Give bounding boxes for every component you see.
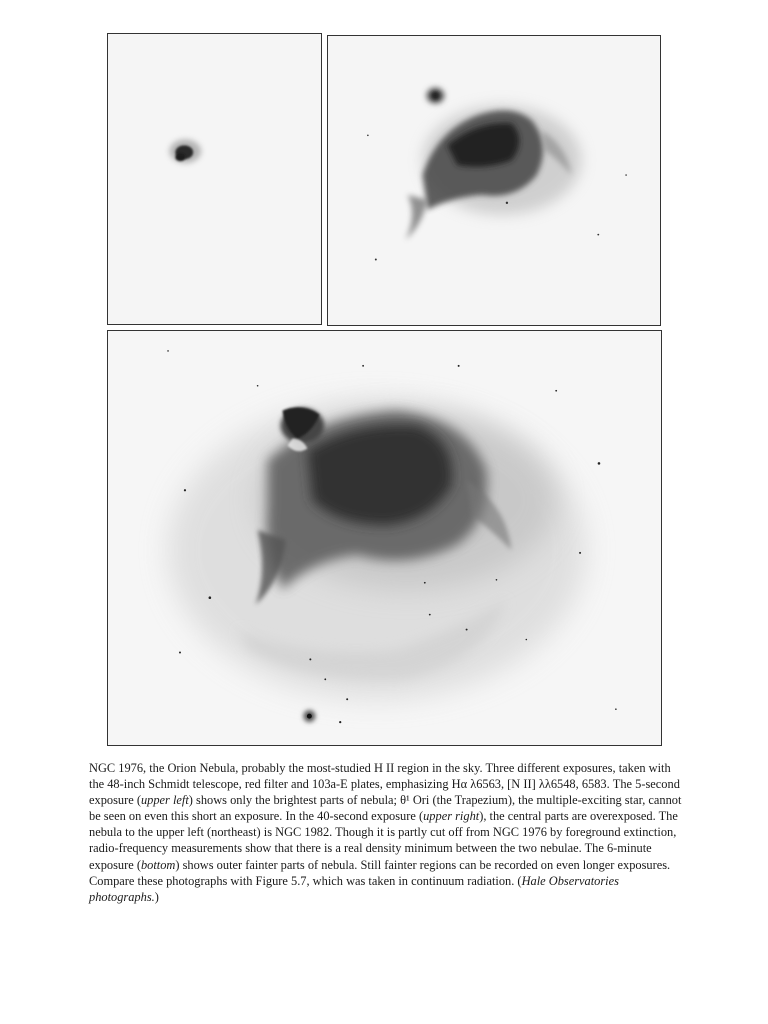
caption-part-4: ) shows outer fainter parts of nebula. Still fainter regions can be recorded on even longer exposures. Compare these photographs with Figure 5.7, which was taken in continuum radiation. ( [89,857,671,888]
ngc-1982-small-nebula [426,88,444,104]
caption-bottom-label: bottom [140,857,176,872]
caption-part-5: ) [154,889,159,904]
ngc-1982-small-nebula [281,407,325,443]
caption-credit: Hale Observatories photographs. [89,873,619,904]
nebula-core-bright [169,139,201,163]
photo-upper-right-40s-exposure [327,35,661,326]
caption-upper-right-label: upper right [423,809,480,824]
caption-upper-left-label: upper left [140,793,189,808]
photo-upper-left-5s-exposure [107,33,322,325]
nebula-image-40s [328,36,660,325]
figure-caption [89,760,684,905]
photo-bottom-6min-exposure [107,330,662,746]
caption-part-2: ) shows only the brightest parts of nebula; θ¹ Ori (the Trapezium), the multiple-exciting star, cannot be seen on even this short an exposure. In the 40-second exposure ( [89,793,682,824]
bright-star-south [303,710,315,722]
caption-part-3: ), the central parts are overexposed. The nebula to the upper left (northeast) is NGC 1982. Though it is partly cut off from NGC 1976 by foreground extinction, radio-frequency measurements show that there is a real density minimum between the two nebulae. The 6-minute exposure ( [89,809,678,872]
nebula-image-6min [108,331,661,745]
caption-part-1: NGC 1976, the Orion Nebula, probably the most-studied H II region in the sky. Three different exposures, taken with the 48-inch Schmidt telescope, red filter and 103a-E plates, emphasizing Hα λ6563, [N II] λλ6548, 6583. The 5-second exposure ( [89,761,680,808]
caption-text [89,760,684,905]
nebula-image-5s [108,34,321,324]
